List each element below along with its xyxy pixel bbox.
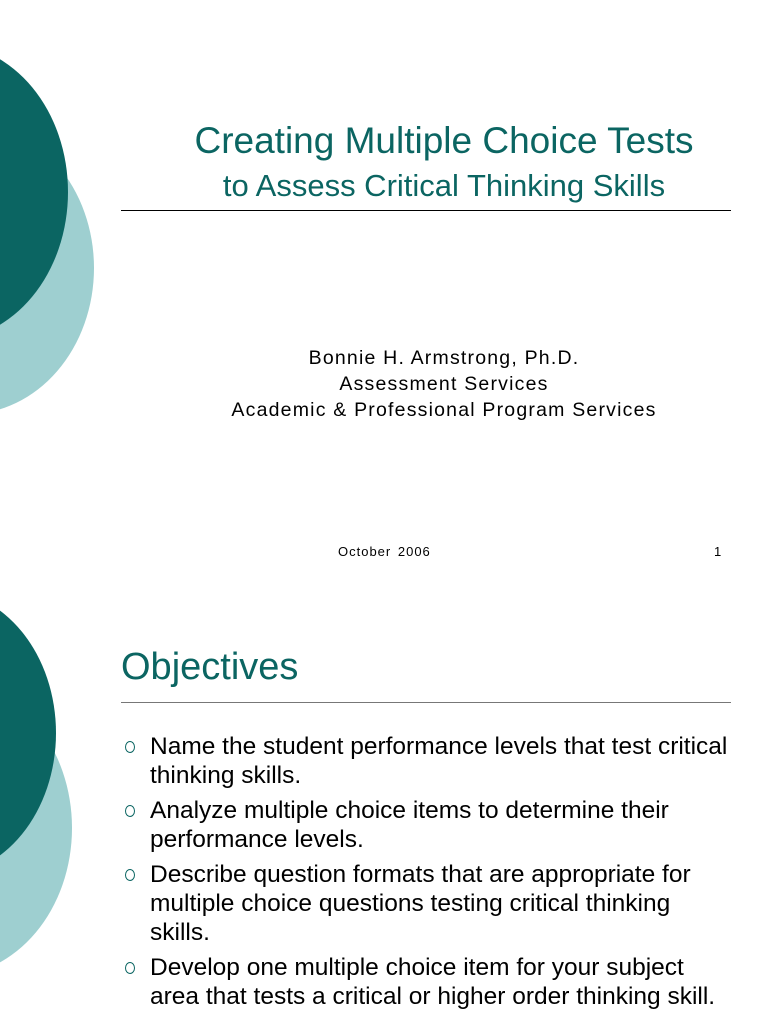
page-number: 1 <box>714 544 722 559</box>
presenter-block <box>120 345 768 423</box>
hollow-bullet-icon <box>125 962 135 974</box>
footer-date: October 2006 <box>338 544 431 559</box>
list-item-text: Describe question formats that are appropriate for multiple choice questions testing critical thinking skills. <box>150 861 691 946</box>
list-item-text: Analyze multiple choice items to determine their performance levels. <box>150 797 669 853</box>
objectives-list <box>0 732 768 1017</box>
hollow-bullet-icon <box>125 805 135 817</box>
list-item-text: Name the student performance levels that test critical thinking skills. <box>150 733 728 789</box>
objectives-slide <box>0 576 768 1024</box>
title-divider <box>121 702 731 703</box>
presenter-organization: Academic & Professional Program Services <box>231 399 657 421</box>
list-item-text: Develop one multiple choice item for your subject area that tests a critical or higher order thinking skill. <box>150 954 716 1010</box>
list-item <box>0 796 768 854</box>
hollow-bullet-icon <box>125 869 135 881</box>
slide-subtitle: to Assess Critical Thinking Skills <box>222 168 666 203</box>
presenter-department: Assessment Services <box>339 373 549 395</box>
title-divider <box>121 210 731 211</box>
slide-title: Creating Multiple Choice Tests <box>194 120 694 161</box>
presenter-name: Bonnie H. Armstrong, Ph.D. <box>308 347 580 369</box>
list-item <box>0 953 768 1011</box>
list-item <box>0 860 768 947</box>
hollow-bullet-icon <box>125 741 135 753</box>
list-item <box>0 732 768 790</box>
slide-title: Objectives <box>121 646 299 688</box>
